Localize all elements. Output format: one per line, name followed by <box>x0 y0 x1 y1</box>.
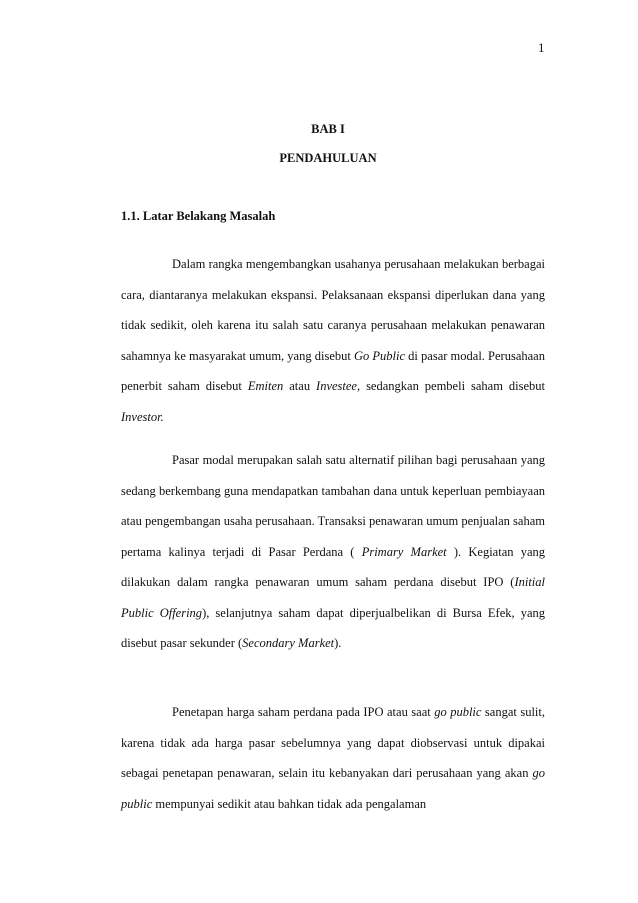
text-run: Pasar modal merupakan salah satu alternatif pilihan bagi perusahaan yang sedang berkembang guna mendapatkan tambahan dana untuk keperluan pembiayaan atau pengembangan usaha perusahaan. Transaksi penawaran umum penjualan saham pertama kalinya terjadi di Pasar Perdana ( <box>121 453 545 559</box>
section-heading: 1.1. Latar Belakang Masalah <box>121 209 276 223</box>
italic-term: Investee, <box>316 379 361 393</box>
text-run: ), selanjutnya saham dapat diperjualbelikan di Bursa Efek, yang disebut pasar sekunder ( <box>121 605 545 650</box>
text-run: sangat sulit, karena tidak ada harga pasar sebelumnya yang dapat diobservasi untuk dipakai sebagai penetapan penawaran, selain itu kebanyakan dari perusahaan yang akan <box>121 705 546 780</box>
text-run: di pasar modal. Perusahaan penerbit saham disebut <box>121 348 545 393</box>
text-run: sedangkan pembeli saham disebut <box>360 379 545 393</box>
text-run: mempunyai sedikit atau bahkan tidak ada pengalaman <box>152 796 427 811</box>
italic-term: Emiten <box>247 379 284 393</box>
paragraph-2 <box>121 445 545 659</box>
italic-term: go public <box>434 705 482 719</box>
page-number: 1 <box>538 40 545 55</box>
text-run: ). Kegiatan yang dilakukan dalam rangka penawaran umum saham perdana disebut IPO ( <box>121 544 546 589</box>
italic-term: Initial Public Offering <box>121 575 545 620</box>
italic-term: Primary Market <box>361 544 447 559</box>
italic-term: Secondary Market <box>242 636 335 650</box>
text-run: Dalam rangka mengembangkan usahanya perusahaan melakukan berbagai cara, diantaranya melakukan ekspansi. Pelaksanaan ekspansi diperlukan dana yang tidak sedikit, oleh karena itu salah satu caranya perusahaan melakukan penawaran sahamnya ke masyarakat umum, yang disebut <box>121 257 545 363</box>
chapter-title: PENDAHULUAN <box>279 151 377 165</box>
text-run: atau <box>283 379 317 393</box>
text-run: ). <box>334 636 342 650</box>
paragraph-3 <box>121 697 545 819</box>
chapter-label: BAB I <box>311 122 345 136</box>
italic-term: go public <box>121 766 545 811</box>
italic-term: Go Public <box>354 348 406 363</box>
text-run: Penetapan harga saham perdana pada IPO atau saat <box>172 705 435 719</box>
paragraph-1 <box>121 249 545 432</box>
italic-term: Investor. <box>121 409 164 424</box>
